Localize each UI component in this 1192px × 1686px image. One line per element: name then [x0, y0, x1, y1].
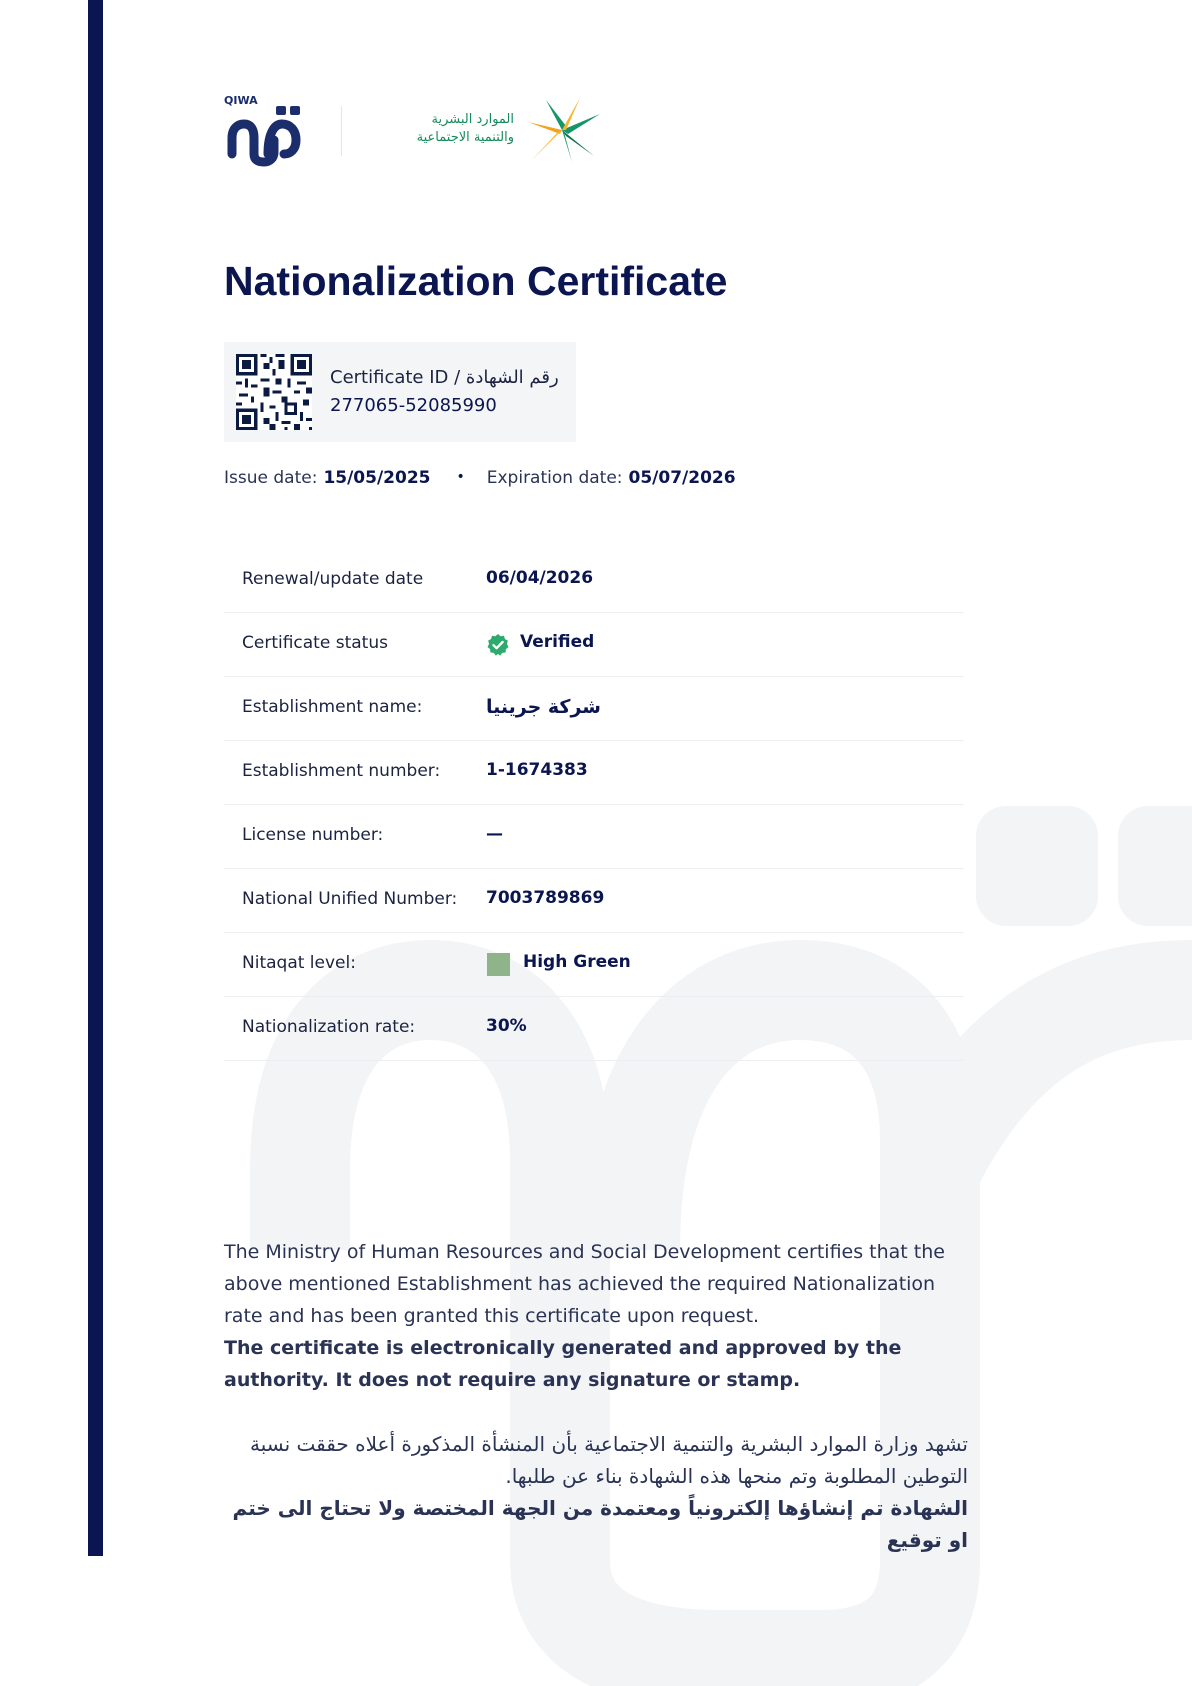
- certificate-details-table: [224, 549, 964, 1061]
- statement-english: [224, 1236, 974, 1396]
- table-row-establishment-number: [224, 741, 964, 805]
- table-row-certificate-status: [224, 613, 964, 677]
- dates-separator: •: [456, 469, 465, 485]
- table-row-license-number: [224, 805, 964, 869]
- statement-english-text: The Ministry of Human Resources and Social Development certifies that the above mentioned Establishment has achieved the required Nationalization rate and has been granted this certificate upon request.: [224, 1241, 945, 1327]
- national-unified-number-label: National Unified Number:: [242, 889, 458, 909]
- expiration-date-value: 05/07/2026: [628, 468, 736, 488]
- table-row-renewal-date: [224, 549, 964, 613]
- ministry-emblem-icon: [522, 96, 604, 164]
- table-row-nitaqat-level: [224, 933, 964, 997]
- expiration-date-label: Expiration date:: [486, 468, 623, 488]
- certificate-id-box: [224, 342, 576, 442]
- renewal-date-value: 06/04/2026: [486, 568, 594, 588]
- certificate-status-value: Verified: [520, 632, 595, 652]
- license-number-value: —: [486, 824, 503, 844]
- nationalization-rate-label: Nationalization rate:: [242, 1017, 416, 1037]
- establishment-name-value: شركة جرينيا: [486, 696, 601, 718]
- page-title: Nationalization Certificate: [224, 258, 728, 304]
- certificate-id-value: 277065-52085990: [330, 395, 497, 416]
- verified-badge-icon: [486, 633, 510, 657]
- qiwa-logo-label: QIWA: [224, 94, 258, 107]
- left-accent-bar: [88, 0, 103, 1556]
- ministry-name-line2: والتنمية الاجتماعية: [416, 130, 514, 145]
- table-row-nationalization-rate: [224, 997, 964, 1061]
- renewal-date-label: Renewal/update date: [242, 569, 424, 589]
- nationalization-rate-value: 30%: [486, 1016, 527, 1036]
- certificate-dates: [224, 468, 736, 488]
- ministry-name-line1: الموارد البشرية: [431, 112, 514, 127]
- header-logos: [224, 94, 604, 170]
- license-number-label: License number:: [242, 825, 384, 845]
- issue-date-value: 15/05/2025: [323, 468, 431, 488]
- statement-arabic-bold: الشهادة تم إنشاؤها إلكترونياً ومعتمدة من الجهة المختصة ولا تحتاج الى ختم او توقيع: [232, 1496, 968, 1552]
- certificate-id-label: Certificate ID / رقم الشهادة: [330, 367, 559, 388]
- statement-arabic-text: تشهد وزارة الموارد البشرية والتنمية الاجتماعية بأن المنشأة المذكورة أعلاه حققت نسبة التوطين المطلوبة وتم منحها هذه الشهادة بناء عن طلبها.: [249, 1432, 968, 1488]
- establishment-number-label: Establishment number:: [242, 761, 441, 781]
- national-unified-number-value: 7003789869: [486, 888, 605, 908]
- certificate-status-label: Certificate status: [242, 633, 388, 653]
- logo-divider: [341, 106, 342, 156]
- issue-date-label: Issue date:: [224, 468, 318, 488]
- nitaqat-level-value: High Green: [523, 952, 631, 972]
- statement-english-bold: The certificate is electronically generated and approved by the authority. It does not require any signature or stamp.: [224, 1337, 902, 1391]
- table-row-national-unified-number: [224, 869, 964, 933]
- nitaqat-level-label: Nitaqat level:: [242, 953, 356, 973]
- statement-arabic: [230, 1428, 968, 1556]
- establishment-name-label: Establishment name:: [242, 697, 423, 717]
- ministry-hrsd-logo: [374, 94, 604, 170]
- establishment-number-value: 1-1674383: [486, 760, 588, 780]
- qiwa-logo: [224, 94, 306, 170]
- qr-code-icon[interactable]: [236, 354, 312, 430]
- nitaqat-color-swatch: [487, 953, 510, 976]
- table-row-establishment-name: [224, 677, 964, 741]
